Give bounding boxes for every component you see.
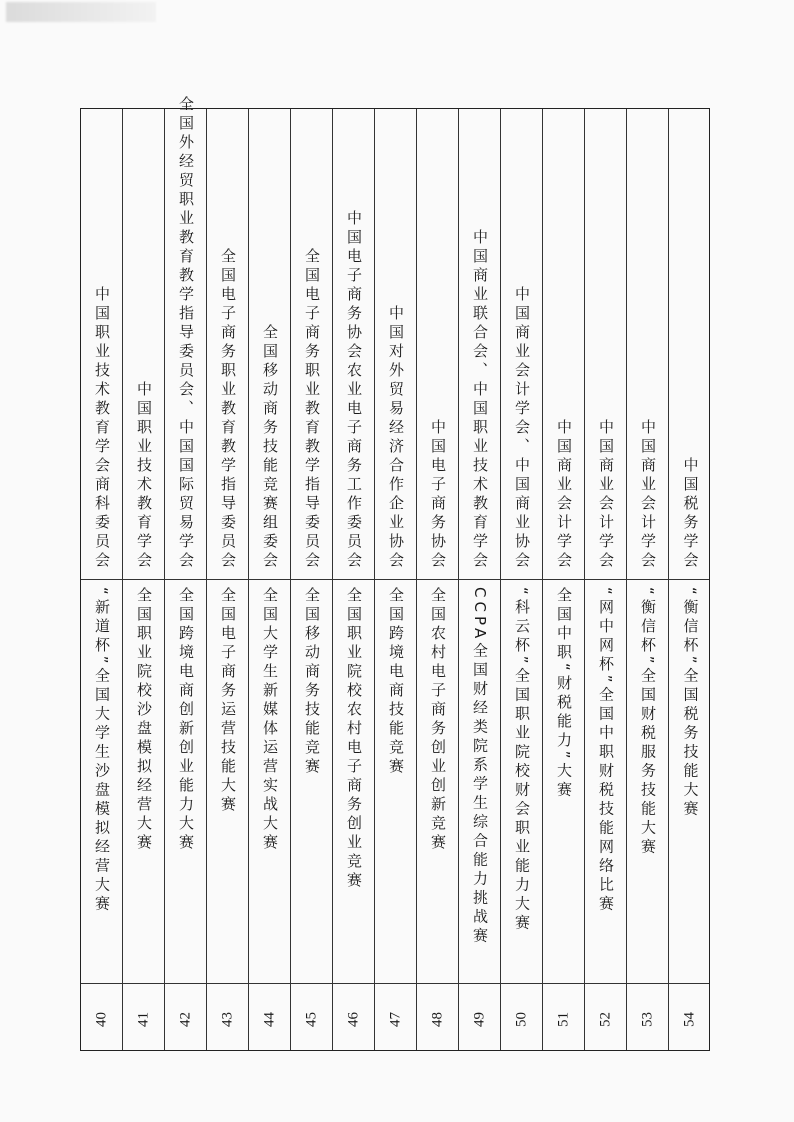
organizer-cell: 中国税务学会 bbox=[681, 457, 700, 571]
organizer-cell: 中国商业会计学会 bbox=[555, 419, 573, 571]
competition-name-cell: 全国农村电子商务创业创新竞赛 bbox=[429, 587, 447, 853]
competition-name-cell: 全国职业院校沙盘模拟经营大赛 bbox=[135, 587, 153, 853]
row-number-cell: 43 bbox=[219, 1012, 235, 1027]
competition-name-cell: 全国大学生新媒体运营实战大赛 bbox=[261, 587, 279, 853]
row-number-cell: 53 bbox=[639, 1012, 655, 1027]
organizer-cell: 中国对外贸易经济合作企业协会 bbox=[387, 305, 405, 571]
row-number-cell: 45 bbox=[303, 1012, 319, 1027]
competition-name-cell: 全国电子商务运营技能大赛 bbox=[219, 587, 237, 815]
competition-name-cell: “网中网杯”全国中职财税技能网络比赛 bbox=[597, 587, 615, 915]
section-divider bbox=[81, 983, 709, 984]
organizer-cell: 中国职业技术教育学会 bbox=[135, 381, 153, 571]
competition-name-cell: 全国职业院校农村电子商务创业竞赛 bbox=[345, 587, 363, 891]
row-number-cell: 42 bbox=[177, 1012, 193, 1027]
row-number-cell: 48 bbox=[429, 1012, 445, 1027]
scan-artifact bbox=[6, 2, 156, 22]
competition-name-cell: “衡信杯”全国税务技能大赛 bbox=[681, 587, 700, 820]
row-number-cell: 50 bbox=[513, 1012, 529, 1027]
section-divider bbox=[81, 579, 709, 580]
organizer-cell: 全国移动商务技能竞赛组委会 bbox=[261, 324, 279, 571]
row-number-cell: 49 bbox=[471, 1012, 487, 1027]
competition-name-cell: 全国移动商务技能竞赛 bbox=[303, 587, 321, 777]
competition-name-cell: CCPA全国财经类院系学生综合能力挑战赛 bbox=[471, 587, 489, 947]
row-number-cell: 47 bbox=[387, 1012, 403, 1027]
row-number-cell: 46 bbox=[345, 1012, 361, 1027]
competition-name-cell: “新道杯”全国大学生沙盘模拟经营大赛 bbox=[93, 587, 111, 915]
competition-name-cell: “衡信杯”全国财税服务技能大赛 bbox=[639, 587, 657, 858]
row-number-cell: 44 bbox=[261, 1012, 277, 1027]
organizer-cell: 中国职业技术教育学会商科委员会 bbox=[93, 286, 111, 571]
row-number-cell: 51 bbox=[555, 1012, 571, 1027]
competition-name-cell: 全国跨境电商技能竞赛 bbox=[387, 587, 405, 777]
organizer-cell: 中国电子商务协会农业电子商务工作委员会 bbox=[345, 210, 363, 571]
organizer-cell: 全国电子商务职业教育教学指导委员会 bbox=[303, 248, 321, 571]
organizer-cell: 全国外经贸职业教育教学指导委员会、中国国际贸易学会 bbox=[177, 96, 195, 571]
row-number-cell: 41 bbox=[135, 1012, 151, 1027]
row-number-cell: 54 bbox=[681, 1012, 698, 1027]
competition-name-cell: 全国跨境电商创新创业能力大赛 bbox=[177, 587, 195, 853]
competition-name-cell: “科云杯”全国职业院校财会职业能力大赛 bbox=[513, 587, 531, 934]
row-number-cell: 52 bbox=[597, 1012, 613, 1027]
organizer-cell: 中国商业联合会、中国职业技术教育学会 bbox=[471, 229, 489, 571]
competition-table bbox=[80, 96, 710, 1051]
organizer-cell: 中国商业会计学会、中国商业协会 bbox=[513, 286, 531, 571]
organizer-cell: 中国商业会计学会 bbox=[639, 419, 657, 571]
row-number-cell: 40 bbox=[93, 1012, 109, 1027]
organizer-cell: 中国电子商务协会 bbox=[429, 419, 447, 571]
organizer-cell: 全国电子商务职业教育教学指导委员会 bbox=[219, 248, 237, 571]
organizer-cell: 中国商业会计学会 bbox=[597, 419, 615, 571]
competition-name-cell: 全国中职“财税能力”大赛 bbox=[555, 587, 573, 801]
